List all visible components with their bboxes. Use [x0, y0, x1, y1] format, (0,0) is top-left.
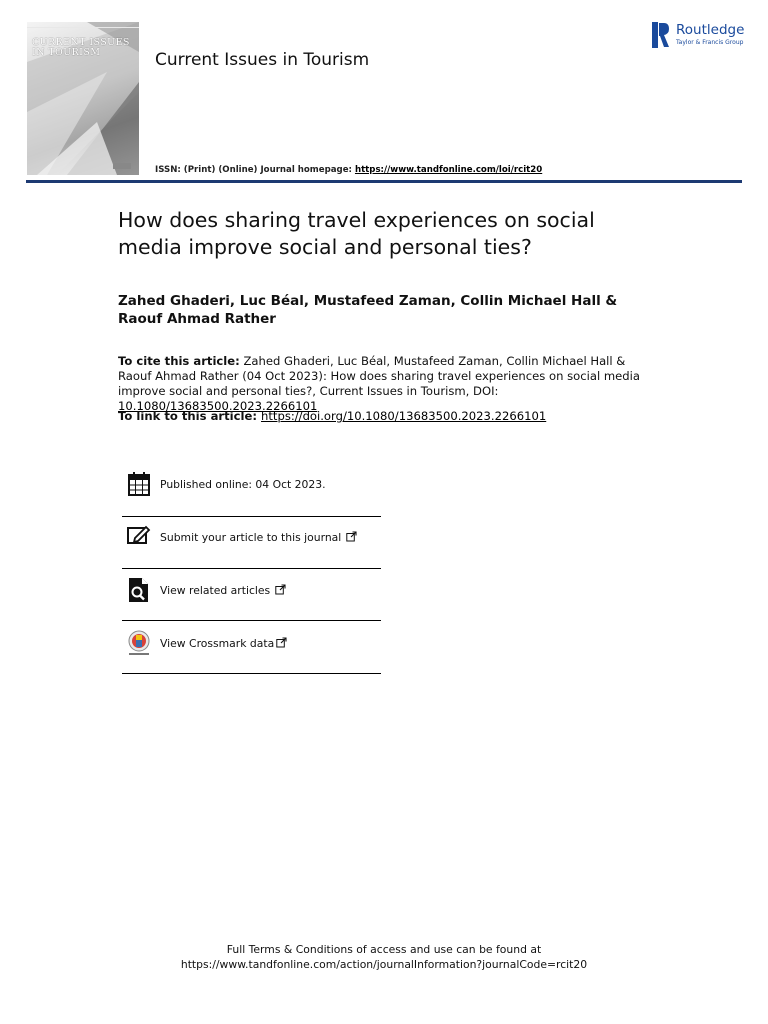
- external-link-icon: [346, 531, 357, 542]
- calendar-icon: [127, 471, 151, 497]
- crossmark-row[interactable]: [123, 630, 381, 674]
- divider: [122, 568, 381, 569]
- cover-title: CURRENT ISSUES IN TOURISM: [32, 37, 130, 58]
- journal-cover-image: [27, 22, 139, 175]
- routledge-r-icon: [652, 22, 670, 48]
- related-articles-link[interactable]: [160, 584, 286, 597]
- issn-line: [155, 165, 542, 175]
- external-link-icon: [276, 637, 287, 648]
- submit-article-label: Submit your article to this journal: [160, 531, 342, 544]
- related-articles-row[interactable]: [123, 577, 381, 621]
- cover-publisher-logo: [113, 163, 131, 169]
- issn-text: ISSN: (Print) (Online) Journal homepage:: [155, 165, 355, 175]
- publisher-subtitle: Taylor & Francis Group: [676, 39, 744, 46]
- published-date: Published online: 04 Oct 2023.: [160, 478, 326, 491]
- journal-homepage-link[interactable]: https://www.tandfonline.com/loi/rcit20: [354, 165, 543, 175]
- article-title: How does sharing travel experiences on social media improve social and personal ties?: [118, 208, 595, 259]
- external-link-icon: [275, 584, 286, 595]
- submit-article-row[interactable]: [123, 524, 381, 568]
- link-label: To link to this article:: [118, 409, 262, 423]
- edit-icon: [127, 524, 151, 550]
- footer-terms-text: Full Terms & Conditions of access and use can be found at: [226, 943, 542, 956]
- footer-terms-url[interactable]: https://www.tandfonline.com/action/journalInformation?journalCode=rcit20: [180, 958, 588, 971]
- related-articles-label: View related articles: [160, 584, 271, 597]
- publisher-name: Routledge: [676, 22, 745, 38]
- citation-block: [118, 354, 648, 414]
- crossmark-icon: [127, 630, 151, 656]
- cite-label: To cite this article:: [118, 354, 240, 368]
- divider: [122, 620, 381, 621]
- article-doi-link[interactable]: https://doi.org/10.1080/13683500.2023.2266101: [261, 409, 547, 423]
- crossmark-label: View Crossmark data: [160, 637, 275, 650]
- header-divider: [26, 180, 742, 183]
- cite-text: Zahed Ghaderi, Luc Béal, Mustafeed Zaman, Collin Michael Hall & Raouf Ahmad Rather (04 Oct 2023): How does sharing travel experiences on social media improve social and personal ties?, Current Issues in Tourism, DOI:: [118, 354, 640, 398]
- terms-footer: [0, 942, 768, 972]
- divider: [122, 516, 381, 517]
- crossmark-link[interactable]: [160, 637, 287, 650]
- submit-article-link[interactable]: [160, 531, 357, 544]
- cite-doi-link[interactable]: 10.1080/13683500.2023.2266101: [118, 399, 318, 413]
- article-authors: Zahed Ghaderi, Luc Béal, Mustafeed Zaman, Collin Michael Hall & Raouf Ahmad Rather: [118, 293, 618, 327]
- article-link-line: [118, 409, 648, 424]
- publisher-logo[interactable]: [652, 22, 747, 50]
- published-row: [123, 471, 381, 515]
- document-search-icon: [127, 577, 151, 603]
- journal-title: Current Issues in Tourism: [155, 50, 370, 70]
- divider: [122, 673, 381, 674]
